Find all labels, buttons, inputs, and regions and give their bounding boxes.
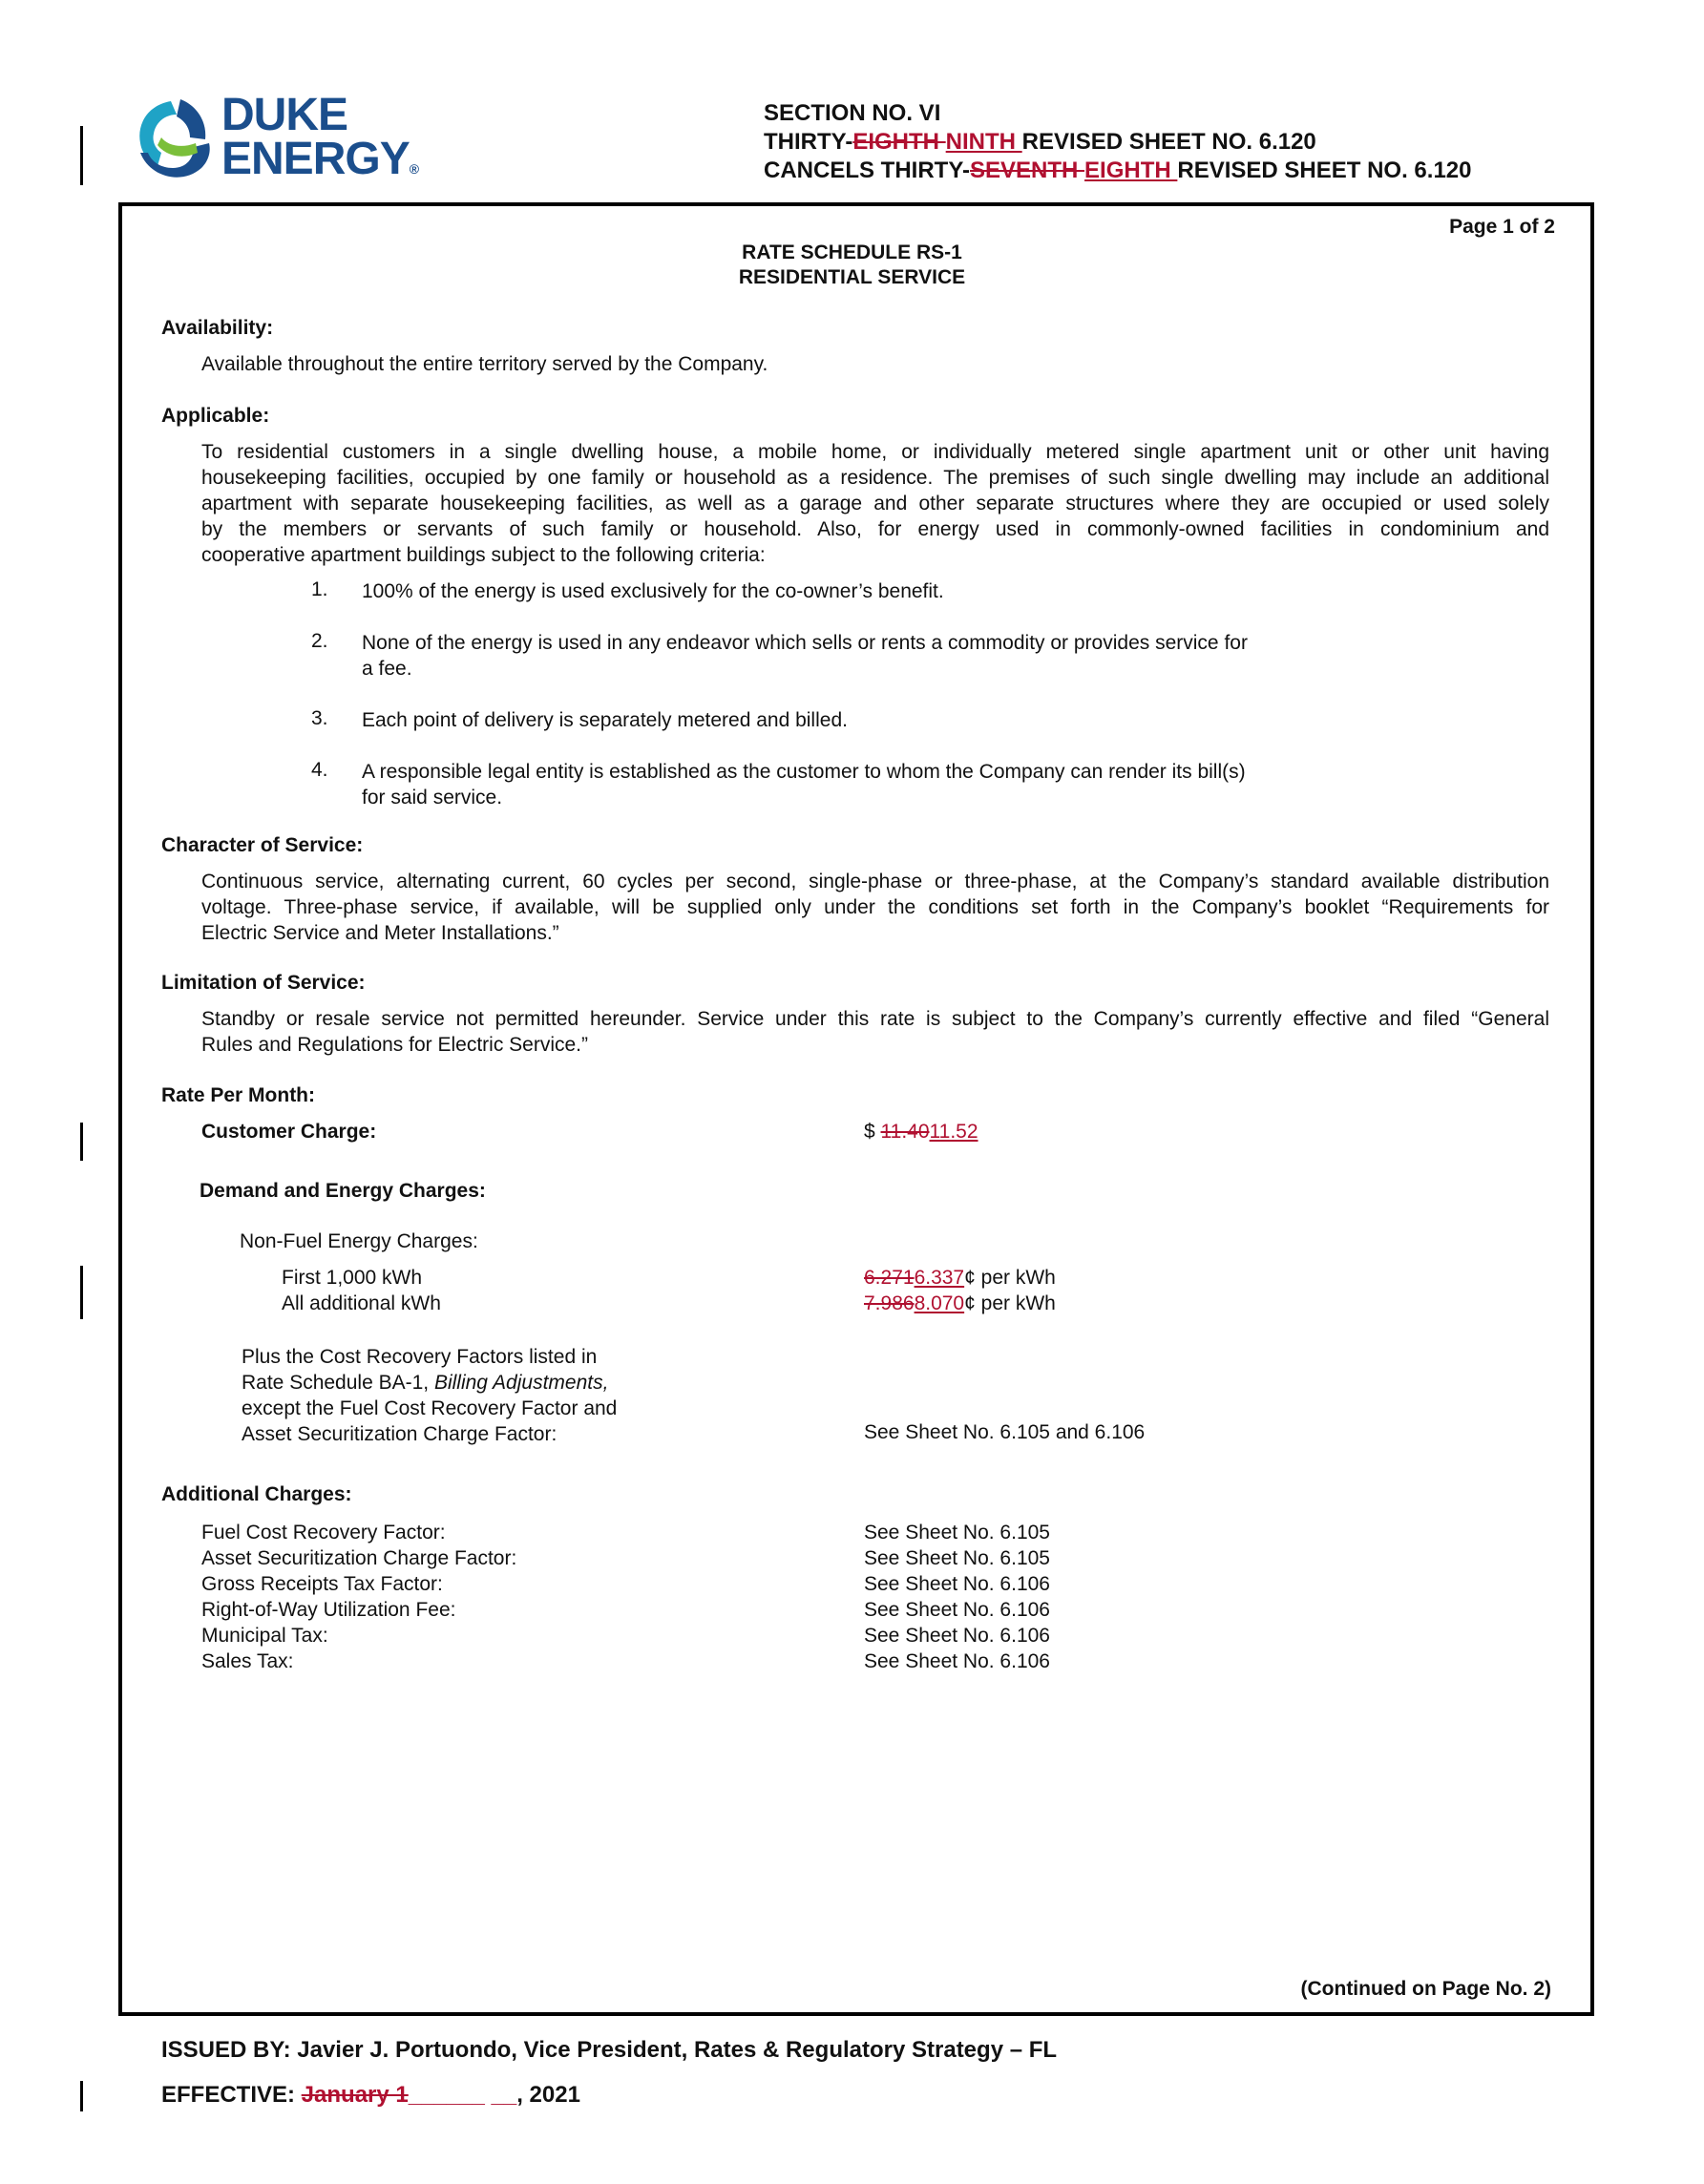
issued-by: ISSUED BY: Javier J. Portuondo, Vice President, Rates & Regulatory Strategy – FL — [161, 2037, 1058, 2063]
additional-charges-values — [864, 1520, 1050, 1674]
character-heading: Character of Service: — [161, 834, 364, 856]
change-bar — [80, 1123, 83, 1161]
cost-recovery-text: Plus the Cost Recovery Factors listed in Rate Schedule BA-1, Billing Adjustments, except the Fuel Cost Recovery Factor and Asset Securitization Charge Factor: — [242, 1346, 618, 1445]
cost-recovery-value: See Sheet No. 6.105 and 6.106 — [864, 1421, 1146, 1443]
effective-date: EFFECTIVE: January 1______ __, 2021 — [161, 2082, 580, 2108]
limitation-text: Standby or resale service not permitted hereunder. Service under this rate is subject to the Company’s currently effective and filed “General Rules and Regulations for Electric Service.” — [201, 1008, 1549, 1056]
duke-energy-logo-icon — [129, 95, 215, 187]
additional-kwh-label: All additional kWh — [282, 1292, 441, 1314]
revised-sheet-line: THIRTY-EIGHTH NINTH REVISED SHEET NO. 6.120 — [764, 129, 1316, 155]
inserted-text: 11.52 — [929, 1121, 978, 1143]
criteria-item: None of the energy is used in any endeavor which sells or rents a commodity or provides service for a fee. — [362, 632, 1248, 680]
charge-value: See Sheet No. 6.106 — [864, 1650, 1050, 1672]
logo-line-2: ENERGY — [221, 134, 410, 184]
continued-note: (Continued on Page No. 2) — [1300, 1978, 1551, 2000]
nonfuel-heading: Non-Fuel Energy Charges: — [240, 1230, 478, 1252]
additional-charges-labels — [201, 1520, 516, 1674]
customer-charge-label: Customer Charge: — [201, 1121, 377, 1143]
criteria-number: 4. — [311, 759, 328, 781]
charge-value: See Sheet No. 6.106 — [864, 1573, 1050, 1595]
charge-value: See Sheet No. 6.106 — [864, 1625, 1050, 1647]
charge-label: Municipal Tax: — [201, 1625, 328, 1647]
character-text: Continuous service, alternating current, 60 cycles per second, single-phase or three-phase, at the Company’s standard available distribution voltage. Three-phase service, if available, will be supplied only under the conditions set forth in the Company’s booklet “Requirements for Electric Service and Meter Installations.” — [201, 871, 1549, 944]
charge-label: Right-of-Way Utilization Fee: — [201, 1599, 456, 1621]
additional-kwh-value: 7.9868.070¢ per kWh — [864, 1292, 1056, 1314]
applicable-text: To residential customers in a single dwelling house, a mobile home, or individually metered single apartment unit or other unit having housekeeping facilities, occupied by one family or household as a residence. The premises of such single dwelling may include an additional apartment with separate housekeeping facilities, as well as a garage and other separate structures where they are occupied or used solely by the members or servants of such family or household. Also, for energy used in commonly-owned facilities in condominium and cooperative apartment buildings subject to the following criteria: — [201, 441, 1549, 566]
availability-text: Available throughout the entire territory served by the Company. — [201, 353, 768, 375]
demand-energy-heading: Demand and Energy Charges: — [200, 1180, 486, 1202]
criteria-number: 3. — [311, 707, 328, 729]
deleted-text: SEVENTH — [970, 158, 1085, 183]
deleted-text: 11.40 — [880, 1121, 930, 1143]
inserted-text: NINTH — [945, 129, 1022, 155]
charge-label: Gross Receipts Tax Factor: — [201, 1573, 443, 1595]
inserted-text: 6.337 — [914, 1267, 965, 1289]
charge-label: Asset Securitization Charge Factor: — [201, 1547, 517, 1569]
applicable-heading: Applicable: — [161, 405, 270, 427]
inserted-text: 8.070 — [914, 1292, 965, 1314]
deleted-text: 7.986 — [864, 1292, 915, 1314]
availability-heading: Availability: — [161, 317, 274, 339]
sheet-header — [764, 99, 1471, 185]
limitation-heading: Limitation of Service: — [161, 972, 366, 994]
deleted-text: EIGHTH — [852, 129, 946, 155]
charge-label: Fuel Cost Recovery Factor: — [201, 1522, 446, 1544]
change-bar — [80, 2081, 83, 2111]
rate-heading: Rate Per Month: — [161, 1084, 316, 1106]
customer-charge-value: $ 11.4011.52 — [864, 1121, 978, 1143]
rate-schedule-title: RATE SCHEDULE RS-1 RESIDENTIAL SERVICE — [738, 242, 966, 288]
deleted-text: January 1 — [301, 2082, 409, 2108]
inserted-text: ______ __ — [408, 2082, 517, 2108]
criteria-item: 100% of the energy is used exclusively for the co-owner’s benefit. — [362, 580, 944, 602]
page-number: Page 1 of 2 — [1449, 216, 1555, 238]
criteria-number: 2. — [311, 630, 328, 652]
logo-registered-mark: ® — [409, 161, 419, 177]
criteria-number: 1. — [311, 578, 328, 600]
criteria-item: Each point of delivery is separately metered and billed. — [362, 709, 848, 731]
criteria-item: A responsible legal entity is established as the customer to whom the Company can render its bill(s) for said service. — [362, 761, 1246, 808]
charge-value: See Sheet No. 6.105 — [864, 1522, 1050, 1544]
first-kwh-label: First 1,000 kWh — [282, 1267, 423, 1289]
section-number: SECTION NO. VI — [764, 100, 941, 126]
logo-line-1: DUKE — [221, 90, 348, 140]
inserted-text: EIGHTH — [1084, 158, 1178, 183]
first-kwh-value: 6.2716.337¢ per kWh — [864, 1267, 1056, 1289]
charge-value: See Sheet No. 6.106 — [864, 1599, 1050, 1621]
charge-value: See Sheet No. 6.105 — [864, 1547, 1050, 1569]
cancels-sheet-line: CANCELS THIRTY-SEVENTH EIGHTH REVISED SHEET NO. 6.120 — [764, 158, 1472, 183]
charge-label: Sales Tax: — [201, 1650, 294, 1672]
change-bar — [80, 126, 83, 185]
logo-wordmark — [221, 90, 419, 191]
deleted-text: 6.271 — [864, 1267, 915, 1289]
additional-charges-heading: Additional Charges: — [161, 1483, 352, 1505]
change-bar — [80, 1266, 83, 1319]
